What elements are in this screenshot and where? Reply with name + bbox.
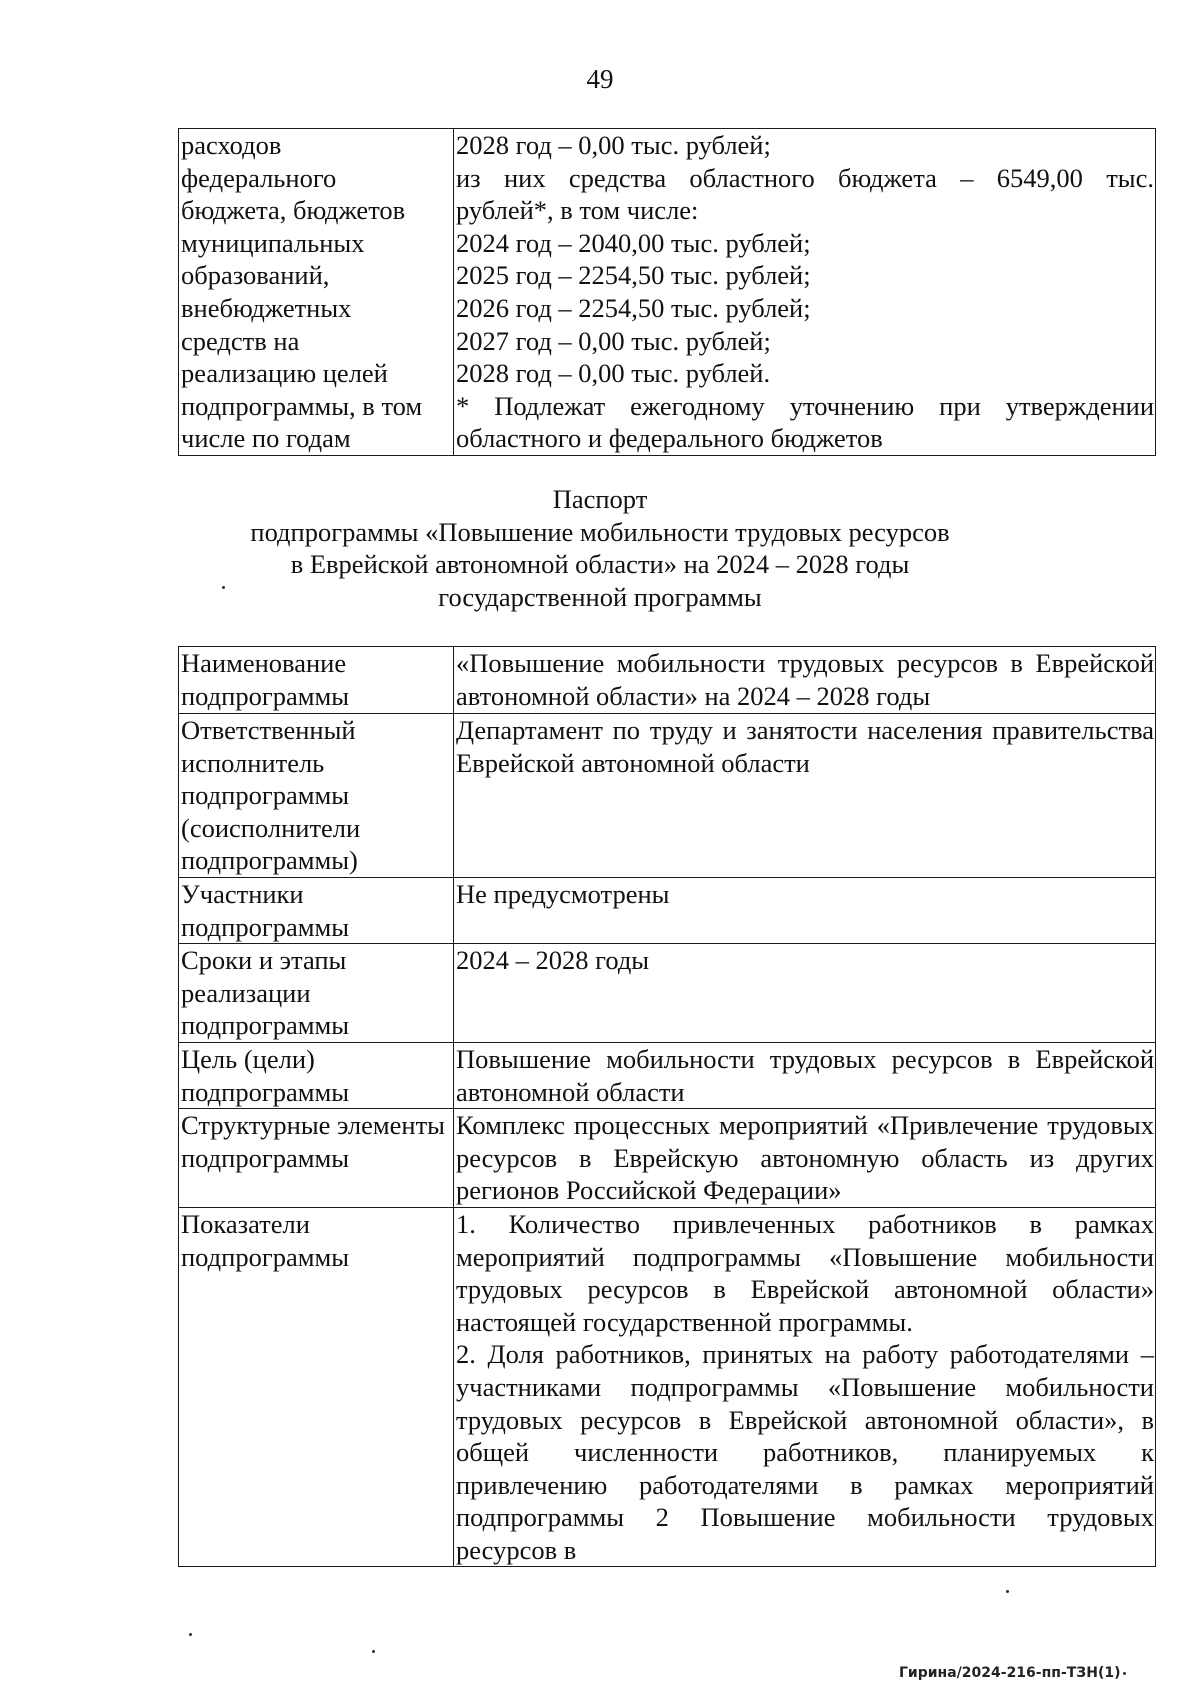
row-label: Ответственный исполнитель подпрограммы (соисполнители подпрограммы) [179,714,454,878]
row-value: Комплекс процессных мероприятий «Привлечение трудовых ресурсов в Еврейскую автономную область из других регионов Российской Федерации» [454,1109,1156,1208]
scan-speck [189,1633,192,1636]
heading-line: государственной программы [438,581,762,612]
row-value: Департамент по труду и занятости населения правительства Еврейской автономной области [454,714,1156,878]
label-line: числе по годам [181,423,351,454]
table-row [179,878,1156,944]
row-label: Цель (цели) подпрограммы [179,1042,454,1108]
label-line: муниципальных [181,227,365,258]
heading-line: подпрограммы «Повышение мобильности трудовых ресурсов [250,516,950,547]
table-row [179,129,1156,456]
value-line: 2028 год – 0,00 тыс. рублей. [456,358,771,389]
table-row [179,944,1156,1043]
scan-speck [1123,1672,1126,1675]
row-value: Повышение мобильности трудовых ресурсов в Еврейской автономной области [454,1042,1156,1108]
label-line: образований, [181,260,330,291]
page-number: 49 [586,64,614,94]
table-row [179,1042,1156,1108]
table-row [179,1109,1156,1208]
label-line: подпрограммы, в том [181,390,423,421]
scan-speck [1006,1590,1009,1593]
indicator-item: 2. Доля работников, принятых на работу работодателями – участниками подпрограммы «Повышение мобильности трудовых ресурсов в Еврейской автономной области», в общей численности работников, планируемых к привлечению работодателями в рамках мероприятий подпрограммы 2 Повышение мобильности трудовых ресурсов в [456,1339,1154,1565]
value-line: 2028 год – 0,00 тыс. рублей; [456,130,771,160]
heading-line: Паспорт [552,484,648,514]
table-row [179,647,1156,714]
row-value: «Повышение мобильности трудовых ресурсов в Еврейской автономной области» на 2024 – 2028 годы [454,647,1156,714]
value-line: * Подлежат ежегодному уточнению при утверждении [456,390,1154,421]
row-value: Не предусмотрены [454,878,1156,944]
label-line: средств на [181,325,300,356]
row-label: Участники подпрограммы [179,878,454,944]
row-label: Сроки и этапы реализации подпрограммы [179,944,454,1043]
value-line: областного и федерального бюджетов [456,423,883,454]
label-line: расходов [181,130,282,160]
row-value [454,1207,1156,1567]
value-line: рублей*, в том числе: [456,195,699,226]
label-line: внебюджетных [181,292,352,323]
scan-speck [222,586,225,589]
funding-table-continuation [178,128,1156,456]
table-row [179,714,1156,878]
row-value: 2024 – 2028 годы [454,944,1156,1043]
indicator-item: 1. Количество привлеченных работников в рамках мероприятий подпрограммы «Повышение мобильности трудовых ресурсов в Еврейской автономной области» настоящей государственной программы. [456,1208,1154,1337]
value-line: 2027 год – 0,00 тыс. рублей; [456,325,771,356]
passport-heading [0,483,1200,613]
funding-label-cell [179,129,454,456]
table-row [179,1207,1156,1567]
value-line: 2026 год – 2254,50 тыс. рублей; [456,292,811,323]
passport-table [178,646,1156,1567]
row-label: Структурные элементы подпрограммы [179,1109,454,1208]
label-line: федерального [181,162,337,193]
row-label: Наименование подпрограммы [179,647,454,714]
value-line: из них средства областного бюджета – 6549,00 тыс. [456,162,1154,193]
heading-line: в Еврейской автономной области» на 2024 – 2028 годы [290,549,910,580]
scan-speck [372,1650,375,1653]
value-line: 2025 год – 2254,50 тыс. рублей; [456,260,811,291]
label-line: бюджета, бюджетов [181,195,406,226]
row-label: Показатели подпрограммы [179,1207,454,1567]
value-line: 2024 год – 2040,00 тыс. рублей; [456,227,811,258]
label-line: реализацию целей [181,358,388,389]
funding-value-cell [454,129,1156,456]
document-id-footer: Гирина/2024-216-пп-ТЗН(1) [899,1665,1121,1681]
